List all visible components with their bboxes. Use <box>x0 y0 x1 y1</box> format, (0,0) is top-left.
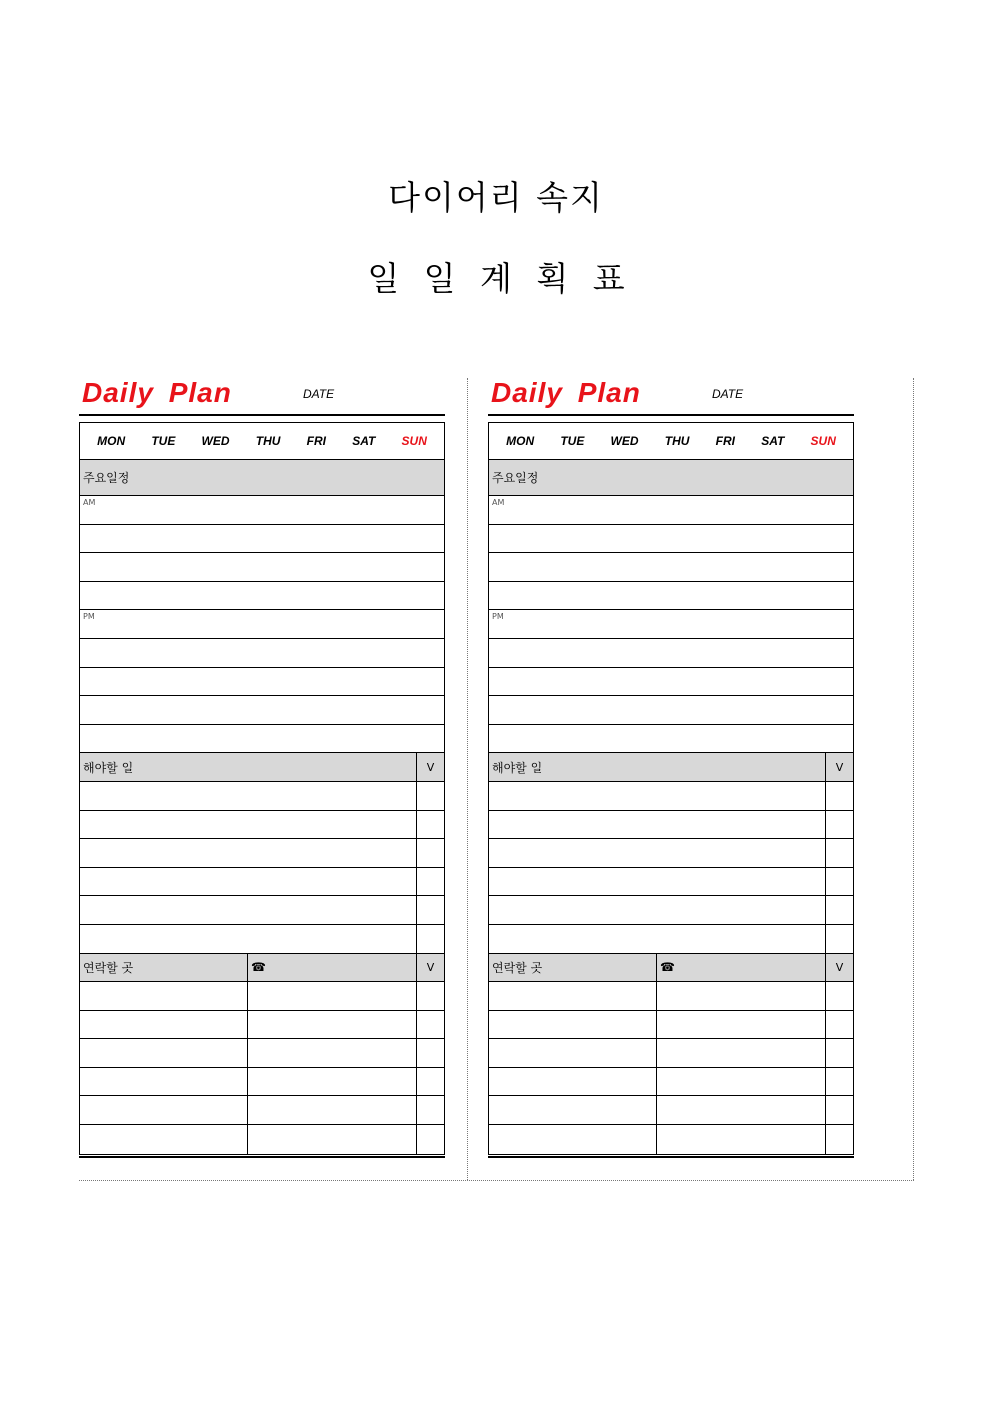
todo-check-cell[interactable] <box>826 896 853 924</box>
schedule-row-pm[interactable] <box>80 610 444 639</box>
schedule-row-am[interactable] <box>80 496 444 525</box>
schedule-rows <box>80 496 444 753</box>
todo-rows <box>80 782 444 954</box>
schedule-row[interactable] <box>489 639 853 668</box>
contact-row <box>489 1068 853 1097</box>
contact-label: 연락할 곳 <box>80 954 248 982</box>
todo-text-cell[interactable] <box>80 896 417 924</box>
day-sat[interactable]: SAT <box>352 434 376 448</box>
todo-rows <box>489 782 853 954</box>
todo-row <box>80 868 444 897</box>
day-mon[interactable]: MON <box>506 434 535 448</box>
day-fri[interactable]: FRI <box>715 434 735 448</box>
daily-plan-panel-right <box>488 378 854 1158</box>
contact-phone-cell[interactable] <box>248 1039 417 1067</box>
contact-name-cell[interactable] <box>489 1068 657 1096</box>
schedule-header <box>489 460 853 496</box>
day-tue[interactable]: TUE <box>151 434 176 448</box>
todo-check-cell[interactable] <box>826 925 853 953</box>
date-label: DATE <box>712 387 744 401</box>
schedule-row[interactable] <box>489 525 853 554</box>
date-label: DATE <box>303 387 335 401</box>
todo-label: 해야할 일 <box>80 753 417 781</box>
todo-row <box>489 811 853 840</box>
contact-row <box>489 982 853 1011</box>
contact-check-cell[interactable] <box>417 982 444 1010</box>
cut-line-right <box>913 378 914 1180</box>
todo-text-cell[interactable] <box>80 868 417 896</box>
cut-line-middle <box>467 378 468 1180</box>
plan-grid <box>488 422 854 1155</box>
schedule-row[interactable] <box>80 668 444 697</box>
phone-icon: ☎ <box>248 954 417 982</box>
daily-plan-heading: Daily Plan <box>491 377 641 408</box>
day-tue[interactable]: TUE <box>560 434 585 448</box>
contact-row <box>489 1096 853 1125</box>
schedule-row[interactable] <box>80 553 444 582</box>
schedule-rows <box>489 496 853 753</box>
daily-plan-heading: Daily Plan <box>82 377 232 408</box>
day-sat[interactable]: SAT <box>761 434 785 448</box>
contact-check-cell[interactable] <box>417 1011 444 1039</box>
contact-check-label: V <box>835 960 844 974</box>
contact-phone-cell[interactable] <box>248 1096 417 1124</box>
contact-phone-cell[interactable] <box>657 1011 826 1039</box>
pm-label: PM <box>83 612 95 622</box>
contact-name-cell[interactable] <box>80 1039 248 1067</box>
todo-check-cell[interactable] <box>417 896 444 924</box>
todo-check-label: V <box>835 760 844 774</box>
contact-row <box>489 1125 853 1154</box>
todo-check-cell[interactable] <box>826 782 853 810</box>
todo-check-cell[interactable] <box>417 782 444 810</box>
contact-name-cell[interactable] <box>80 1068 248 1096</box>
todo-label: 해야할 일 <box>489 753 826 781</box>
todo-row <box>80 811 444 840</box>
contact-rows <box>489 982 853 1154</box>
contact-check-cell[interactable] <box>826 982 853 1010</box>
todo-row <box>80 925 444 954</box>
todo-check-cell[interactable] <box>417 839 444 867</box>
day-thu[interactable]: THU <box>664 434 690 448</box>
schedule-row[interactable] <box>80 582 444 611</box>
todo-text-cell[interactable] <box>489 782 826 810</box>
contact-check-cell[interactable] <box>417 1125 444 1154</box>
contact-row <box>80 1011 444 1040</box>
todo-text-cell[interactable] <box>489 811 826 839</box>
contact-name-cell[interactable] <box>80 1125 248 1154</box>
contact-row <box>80 1125 444 1154</box>
schedule-row[interactable] <box>489 553 853 582</box>
day-sun[interactable]: SUN <box>401 434 427 448</box>
todo-check-cell[interactable] <box>417 811 444 839</box>
contact-row <box>489 1039 853 1068</box>
contact-header <box>80 954 444 983</box>
phone-icon: ☎ <box>657 954 826 982</box>
contact-name-cell[interactable] <box>80 982 248 1010</box>
schedule-row-pm[interactable] <box>489 610 853 639</box>
todo-text-cell[interactable] <box>489 839 826 867</box>
todo-header <box>489 753 853 782</box>
schedule-row[interactable] <box>80 639 444 668</box>
contact-phone-cell[interactable] <box>248 1068 417 1096</box>
todo-check-cell[interactable] <box>417 868 444 896</box>
contact-name-cell[interactable] <box>489 1096 657 1124</box>
contact-name-cell[interactable] <box>489 1125 657 1154</box>
contact-name-cell[interactable] <box>489 1011 657 1039</box>
contact-phone-cell[interactable] <box>657 1039 826 1067</box>
todo-row <box>489 839 853 868</box>
contact-check-cell[interactable] <box>826 1096 853 1124</box>
day-fri[interactable]: FRI <box>306 434 326 448</box>
todo-row <box>489 782 853 811</box>
document-subtitle: 일 일 계 획 표 <box>367 259 625 298</box>
schedule-header <box>80 460 444 496</box>
contact-name-cell[interactable] <box>489 1039 657 1067</box>
todo-text-cell[interactable] <box>80 839 417 867</box>
contact-phone-cell[interactable] <box>657 982 826 1010</box>
contact-name-cell[interactable] <box>80 1096 248 1124</box>
weekday-row <box>489 423 853 460</box>
contact-check-cell[interactable] <box>417 1096 444 1124</box>
todo-check-cell[interactable] <box>417 925 444 953</box>
bottom-rule <box>79 1156 445 1158</box>
schedule-label: 주요일정 <box>83 471 130 485</box>
todo-row <box>489 925 853 954</box>
todo-row <box>489 868 853 897</box>
contact-check-label: V <box>426 960 435 974</box>
contact-check-cell[interactable] <box>417 1039 444 1067</box>
contact-check-cell[interactable] <box>826 1039 853 1067</box>
contact-row <box>80 1096 444 1125</box>
todo-text-cell[interactable] <box>80 925 417 953</box>
schedule-row-am[interactable] <box>489 496 853 525</box>
schedule-row[interactable] <box>489 582 853 611</box>
schedule-row[interactable] <box>80 696 444 725</box>
contact-phone-cell[interactable] <box>248 1011 417 1039</box>
contact-phone-cell[interactable] <box>248 1125 417 1154</box>
contact-check-cell[interactable] <box>417 1068 444 1096</box>
am-label: AM <box>83 498 96 507</box>
todo-text-cell[interactable] <box>489 896 826 924</box>
contact-name-cell[interactable] <box>489 982 657 1010</box>
contact-phone-cell[interactable] <box>657 1125 826 1154</box>
day-wed[interactable]: WED <box>201 434 230 448</box>
schedule-row[interactable] <box>489 725 853 754</box>
contact-row <box>489 1011 853 1040</box>
todo-check-cell[interactable] <box>826 868 853 896</box>
am-label: AM <box>492 498 505 507</box>
schedule-row[interactable] <box>80 725 444 754</box>
todo-row <box>489 896 853 925</box>
plan-grid <box>79 422 445 1155</box>
contact-phone-cell[interactable] <box>657 1096 826 1124</box>
pm-label: PM <box>492 612 504 622</box>
todo-row <box>80 782 444 811</box>
schedule-row[interactable] <box>80 525 444 554</box>
day-wed[interactable]: WED <box>610 434 639 448</box>
contact-row <box>80 1068 444 1097</box>
top-rule <box>79 414 445 416</box>
contact-label: 연락할 곳 <box>489 954 657 982</box>
contact-rows <box>80 982 444 1154</box>
contact-check-cell[interactable] <box>826 1125 853 1154</box>
todo-row <box>80 839 444 868</box>
daily-plan-panel-left <box>79 378 445 1158</box>
todo-text-cell[interactable] <box>80 782 417 810</box>
todo-text-cell[interactable] <box>489 925 826 953</box>
day-mon[interactable]: MON <box>97 434 126 448</box>
document-title: 다이어리 속지 <box>388 178 604 217</box>
contact-phone-cell[interactable] <box>657 1068 826 1096</box>
contact-row <box>80 982 444 1011</box>
day-sun[interactable]: SUN <box>810 434 836 448</box>
day-thu[interactable]: THU <box>255 434 281 448</box>
todo-text-cell[interactable] <box>80 811 417 839</box>
schedule-label: 주요일정 <box>492 471 539 485</box>
schedule-row[interactable] <box>489 696 853 725</box>
contact-row <box>80 1039 444 1068</box>
todo-header <box>80 753 444 782</box>
contact-check-cell[interactable] <box>826 1011 853 1039</box>
todo-row <box>80 896 444 925</box>
todo-text-cell[interactable] <box>489 868 826 896</box>
contact-check-cell[interactable] <box>826 1068 853 1096</box>
weekday-row <box>80 423 444 460</box>
contact-name-cell[interactable] <box>80 1011 248 1039</box>
contact-header <box>489 954 853 983</box>
cut-line-bottom <box>79 1180 914 1181</box>
todo-check-cell[interactable] <box>826 811 853 839</box>
schedule-row[interactable] <box>489 668 853 697</box>
top-rule <box>488 414 854 416</box>
contact-phone-cell[interactable] <box>248 982 417 1010</box>
todo-check-cell[interactable] <box>826 839 853 867</box>
bottom-rule <box>488 1156 854 1158</box>
todo-check-label: V <box>426 760 435 774</box>
